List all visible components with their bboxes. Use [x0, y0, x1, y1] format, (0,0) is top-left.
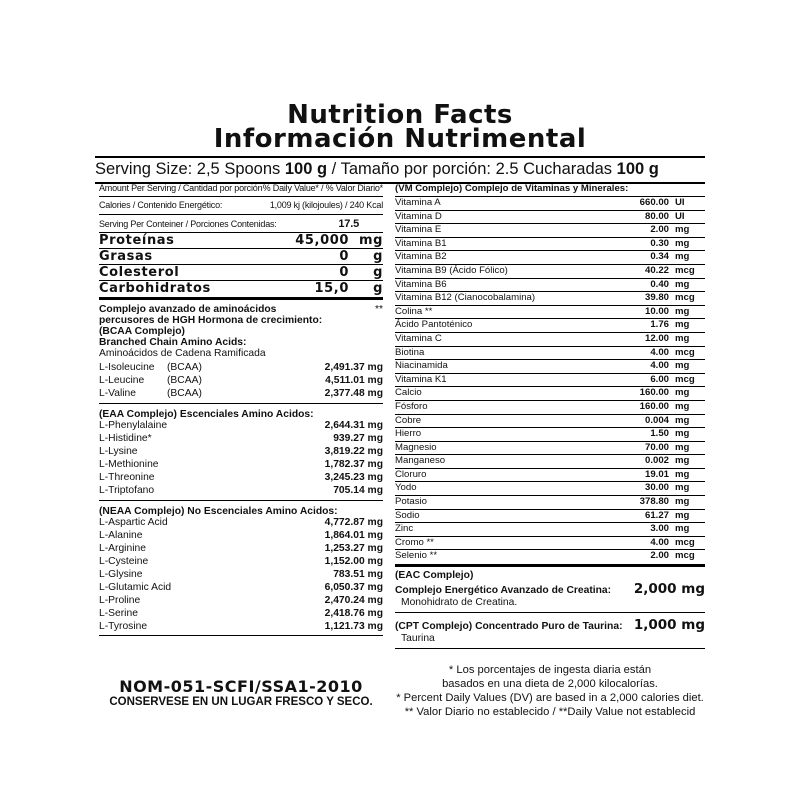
vm-value: 0.30	[650, 237, 669, 249]
vm-unit: mcg	[675, 536, 695, 548]
vm-value: 4.00	[650, 360, 669, 372]
amino-name: L-Threonine	[99, 472, 155, 483]
bcaa-title-1: (BCAA Complejo)	[99, 326, 185, 337]
neaa-row	[99, 556, 383, 569]
vm-row	[395, 455, 705, 469]
eaa-row	[99, 485, 383, 498]
footnotes	[395, 663, 705, 719]
macro-row	[99, 265, 383, 281]
vm-name: Ácido Pantoténico	[395, 319, 473, 331]
vm-row	[395, 360, 705, 374]
vm-unit: mcg	[675, 550, 695, 562]
serving-size-es-label: Tamaño por porción: 2.5 Cucharadas	[340, 160, 613, 178]
vm-row	[395, 224, 705, 238]
bcaa-row	[99, 375, 383, 388]
macro-value: 0	[339, 249, 349, 264]
vm-row	[395, 292, 705, 306]
vm-unit: UI	[675, 197, 685, 208]
vm-unit: mg	[675, 455, 690, 467]
eac-title: (EAC Complejo)	[395, 570, 474, 582]
macro-name: Proteínas	[99, 233, 175, 248]
vm-name: Vitamina E	[395, 224, 442, 236]
amino-value: 3,245.23 mg	[324, 472, 383, 483]
amino-value: 6,050.37 mg	[324, 582, 383, 593]
macro-name: Colesterol	[99, 265, 180, 280]
vm-value: 160.00	[639, 400, 669, 412]
footnote-1: * Los porcentajes de ingesta diaria están	[448, 664, 652, 677]
neaa-title: (NEAA Complejo) No Escenciales Amino Acidos:	[99, 506, 338, 517]
vm-name: Biotina	[395, 346, 425, 358]
macro-unit: g	[373, 281, 383, 296]
vm-value: 3.00	[650, 523, 669, 535]
vm-value: 2.00	[650, 550, 669, 562]
vm-row	[395, 197, 705, 211]
footnote-4: ** Valor Diario no establecido / **Daily Value not establecid	[404, 706, 696, 719]
amino-tag: (BCAA)	[167, 388, 202, 399]
amino-name: L-Phenylalaine	[99, 420, 168, 431]
eac-label: Complejo Energético Avanzado de Creatina:	[395, 585, 612, 597]
daily-value-header: % Daily Value* / % Valor Diario*	[262, 183, 383, 193]
vm-row	[395, 415, 705, 429]
eaa-list	[99, 420, 383, 498]
neaa-row	[99, 595, 383, 608]
vm-row	[395, 374, 705, 388]
amino-name: L-Arginine	[99, 543, 146, 554]
vm-row	[395, 265, 705, 279]
vm-row	[395, 211, 705, 225]
vm-name: Vitamina B9 (Ácido Fólico)	[395, 264, 508, 276]
bcaa-row	[99, 362, 383, 375]
vm-name: Sodio	[395, 509, 420, 521]
amino-name: L-Serine	[99, 608, 138, 619]
right-column	[395, 183, 705, 719]
eaa-row	[99, 420, 383, 433]
amino-value: 783.51 mg	[333, 569, 383, 580]
serving-size-es-amount: 100 g	[616, 160, 659, 178]
vm-unit: mcg	[675, 346, 695, 358]
vm-value: 160.00	[639, 387, 669, 399]
vm-row	[395, 510, 705, 524]
neaa-row	[99, 517, 383, 530]
amino-name: L-Alanine	[99, 530, 143, 541]
amino-name: L-Valine	[99, 388, 137, 399]
amino-name: L-Glutamic Acid	[99, 582, 172, 593]
eac-sub: Monohidrato de Creatina.	[401, 597, 518, 609]
vm-value: 61.27	[644, 509, 669, 521]
vm-unit: mg	[675, 305, 690, 317]
serving-size-en-label: Serving Size: 2,5 Spoons	[95, 160, 281, 178]
vm-name: Colina **	[395, 305, 433, 317]
vm-unit: UI	[675, 210, 685, 222]
calories-label: Calories / Contenido Energético:	[99, 200, 223, 210]
neaa-row	[99, 569, 383, 582]
amino-value: 2,644.31 mg	[324, 420, 383, 431]
amino-tag: (BCAA)	[167, 375, 202, 386]
vm-unit: mg	[675, 428, 690, 440]
amino-value: 1,253.27 mg	[324, 543, 383, 554]
hgh-line-2: percusores de HGH Hormona de crecimiento:	[99, 315, 323, 326]
serving-size-en-amount: 100 g	[284, 160, 328, 178]
vm-unit: mg	[675, 278, 690, 290]
vm-unit: mg	[675, 414, 690, 426]
vm-value: 70.00	[644, 441, 669, 453]
vm-name: Vitamina K1	[395, 373, 447, 385]
amount-per-serving-label: Amount Per Serving / Cantidad por porción	[99, 183, 263, 193]
eaa-row	[99, 446, 383, 459]
macro-value: 15,0	[314, 281, 349, 296]
vm-unit: mg	[675, 237, 690, 249]
vm-name: Vitamina B1	[395, 237, 447, 249]
vitamins-minerals-list	[395, 197, 705, 563]
vm-row	[395, 537, 705, 551]
vm-value: 80.00	[644, 210, 669, 222]
vm-name: Cromo **	[395, 536, 434, 548]
macro-name: Carbohidratos	[99, 281, 211, 296]
regulation-block	[99, 677, 383, 708]
amino-name: L-Aspartic Acid	[99, 517, 168, 528]
macro-unit: g	[373, 249, 383, 264]
vm-value: 0.40	[650, 278, 669, 290]
vm-row	[395, 496, 705, 510]
vm-row	[395, 251, 705, 265]
vm-unit: mg	[675, 251, 690, 263]
vm-row	[395, 347, 705, 361]
vm-unit: mg	[675, 468, 690, 480]
vm-name: Fósforo	[395, 400, 428, 412]
vm-name: Vitamina B6	[395, 278, 447, 290]
cpt-row	[395, 617, 705, 633]
vm-row	[395, 387, 705, 401]
vm-value: 378.80	[639, 496, 669, 508]
vm-value: 39.80	[644, 292, 669, 304]
amino-name: L-Leucine	[99, 375, 145, 386]
vm-unit: mg	[675, 319, 690, 331]
servings-label: Serving Per Conteiner / Porciones Contenidas:	[99, 219, 277, 229]
vm-row	[395, 523, 705, 537]
vm-name: Vitamina A	[395, 197, 441, 208]
calories-value: 1,009 kj (kilojoules) / 240 Kcal	[269, 200, 383, 210]
macro-unit: mg	[358, 233, 383, 248]
vm-value: 30.00	[644, 482, 669, 494]
servings-row	[99, 215, 383, 233]
vm-unit: mg	[675, 441, 690, 453]
amino-value: 1,782.37 mg	[324, 459, 383, 470]
amino-value: 705.14 mg	[333, 485, 383, 496]
amino-name: L-Isoleucine	[99, 362, 155, 373]
cpt-sub: Taurina	[401, 633, 435, 645]
hgh-heading	[99, 304, 383, 348]
vm-value: 4.00	[650, 346, 669, 358]
bcaa-subtitle: Aminoácidos de Cadena Ramificada	[99, 348, 266, 359]
vm-unit: mg	[675, 482, 690, 494]
vm-value: 10.00	[644, 305, 669, 317]
vm-title: (VM Complejo) Complejo de Vitaminas y Minerales:	[395, 183, 705, 197]
footnote-2: basados en una dieta de 2,000 kilocalorías.	[442, 678, 658, 691]
eac-value: 2,000 mg	[633, 581, 705, 598]
macro-unit: g	[373, 265, 383, 280]
amino-name: L-Triptofano	[99, 485, 155, 496]
eac-row	[395, 581, 705, 597]
vm-name: Vitamina B12 (Cianocobalamina)	[395, 292, 536, 304]
hgh-line-1: Complejo avanzado de aminoácidos	[99, 304, 277, 315]
bcaa-row	[99, 388, 383, 401]
footnote-3: * Percent Daily Values (DV) are based in a 2,000 calories diet.	[396, 692, 704, 705]
neaa-row	[99, 608, 383, 621]
vm-name: Cobre	[395, 414, 422, 426]
vm-unit: mg	[675, 509, 690, 521]
cpt-value: 1,000 mg	[633, 617, 705, 634]
amino-value: 4,772.87 mg	[324, 517, 383, 528]
amino-name: L-Tyrosine	[99, 621, 148, 632]
vm-row	[395, 550, 705, 563]
vm-value: 40.22	[644, 264, 669, 276]
vm-name: Zinc	[395, 523, 414, 535]
vm-row	[395, 238, 705, 252]
amino-name: L-Glysine	[99, 569, 143, 580]
vm-value: 660.00	[639, 197, 669, 208]
neaa-list	[99, 517, 383, 634]
macros-list	[99, 233, 383, 296]
vm-name: Vitamina C	[395, 332, 442, 344]
serving-size-bar	[95, 156, 705, 184]
amino-value: 1,121.73 mg	[324, 621, 383, 632]
vm-unit: mcg	[675, 264, 695, 276]
bcaa-list	[99, 362, 383, 401]
vm-row	[395, 482, 705, 496]
vm-value: 1.76	[650, 319, 669, 331]
calories-row	[99, 197, 383, 215]
eaa-title: (EAA Complejo) Escenciales Amino Acidos:	[99, 409, 314, 420]
vm-unit: mg	[675, 332, 690, 344]
amount-header-row	[99, 183, 383, 197]
neaa-row	[99, 582, 383, 595]
amino-name: L-Cysteine	[99, 556, 149, 567]
vm-unit: mcg	[675, 373, 695, 385]
macro-row	[99, 249, 383, 265]
amino-value: 2,470.24 mg	[324, 595, 383, 606]
vm-unit: mg	[675, 496, 690, 508]
eaa-row	[99, 433, 383, 446]
vm-row	[395, 469, 705, 483]
neaa-row	[99, 530, 383, 543]
neaa-row	[99, 543, 383, 556]
amino-name: L-Proline	[99, 595, 141, 606]
vm-name: Calcio	[395, 387, 422, 399]
vm-unit: mg	[675, 360, 690, 372]
amino-value: 4,511.01 mg	[325, 375, 383, 386]
vm-value: 4.00	[650, 536, 669, 548]
macro-row	[99, 233, 383, 249]
amino-value: 2,491.37 mg	[324, 362, 383, 373]
vm-value: 6.00	[650, 373, 669, 385]
macro-value: 0	[339, 265, 349, 280]
vm-value: 12.00	[644, 332, 669, 344]
vm-name: Magnesio	[395, 441, 437, 453]
vm-name: Vitamina D	[395, 210, 442, 222]
vm-value: 0.34	[650, 251, 669, 263]
vm-row	[395, 306, 705, 320]
amino-name: L-Methionine	[99, 459, 159, 470]
vm-unit: mg	[675, 224, 690, 236]
amino-value: 939.27 mg	[333, 433, 383, 444]
vm-value: 1.50	[650, 428, 669, 440]
vm-value: 19.01	[644, 468, 669, 480]
vm-row	[395, 319, 705, 333]
vm-name: Manganeso	[395, 455, 446, 467]
bcaa-title-2: Branched Chain Amino Acids:	[99, 337, 247, 348]
vm-unit: mg	[675, 523, 690, 535]
macro-row	[99, 281, 383, 296]
neaa-row	[99, 621, 383, 634]
amino-value: 1,152.00 mg	[324, 556, 383, 567]
vm-row	[395, 401, 705, 415]
macro-name: Grasas	[99, 249, 153, 264]
vm-name: Cloruro	[395, 468, 427, 480]
amino-name: L-Lysine	[99, 446, 138, 457]
amino-name: L-Histidine*	[99, 433, 152, 444]
vm-unit: mg	[675, 387, 690, 399]
vm-name: Yodo	[395, 482, 417, 494]
vm-row	[395, 333, 705, 347]
macro-value: 45,000	[295, 233, 349, 248]
left-column	[99, 183, 383, 636]
vm-name: Vitamina B2	[395, 251, 447, 263]
title-spanish: Información Nutrimental	[213, 124, 587, 154]
vm-name: Potasio	[395, 496, 427, 508]
storage-instructions: CONSERVESE EN UN LUGAR FRESCO Y SECO.	[109, 696, 373, 708]
eaa-row	[99, 472, 383, 485]
title-english: Nutrition Facts	[287, 100, 513, 130]
vm-value: 0.004	[644, 414, 669, 426]
eaa-row	[99, 459, 383, 472]
vm-unit: mcg	[675, 292, 695, 304]
vm-row	[395, 442, 705, 456]
vm-value: 2.00	[650, 224, 669, 236]
serving-separator: /	[331, 160, 337, 178]
amino-value: 2,418.76 mg	[324, 608, 383, 619]
vm-unit: mg	[675, 400, 690, 412]
vm-name: Selenio **	[395, 550, 438, 562]
amino-value: 3,819.22 mg	[324, 446, 383, 457]
nom-code: NOM-051-SCFI/SSA1-2010	[119, 677, 363, 696]
hgh-stars: **	[374, 304, 383, 315]
amino-tag: (BCAA)	[167, 362, 202, 373]
amino-value: 1,864.01 mg	[324, 530, 383, 541]
vm-value: 0.002	[644, 455, 669, 467]
vm-name: Niacinamida	[395, 360, 448, 372]
vm-name: Hierro	[395, 428, 422, 440]
cpt-label: (CPT Complejo) Concentrado Puro de Taurina:	[395, 621, 623, 633]
vm-row	[395, 279, 705, 293]
amino-value: 2,377.48 mg	[324, 388, 383, 399]
servings-value: 17.5	[338, 218, 359, 230]
vm-row	[395, 428, 705, 442]
